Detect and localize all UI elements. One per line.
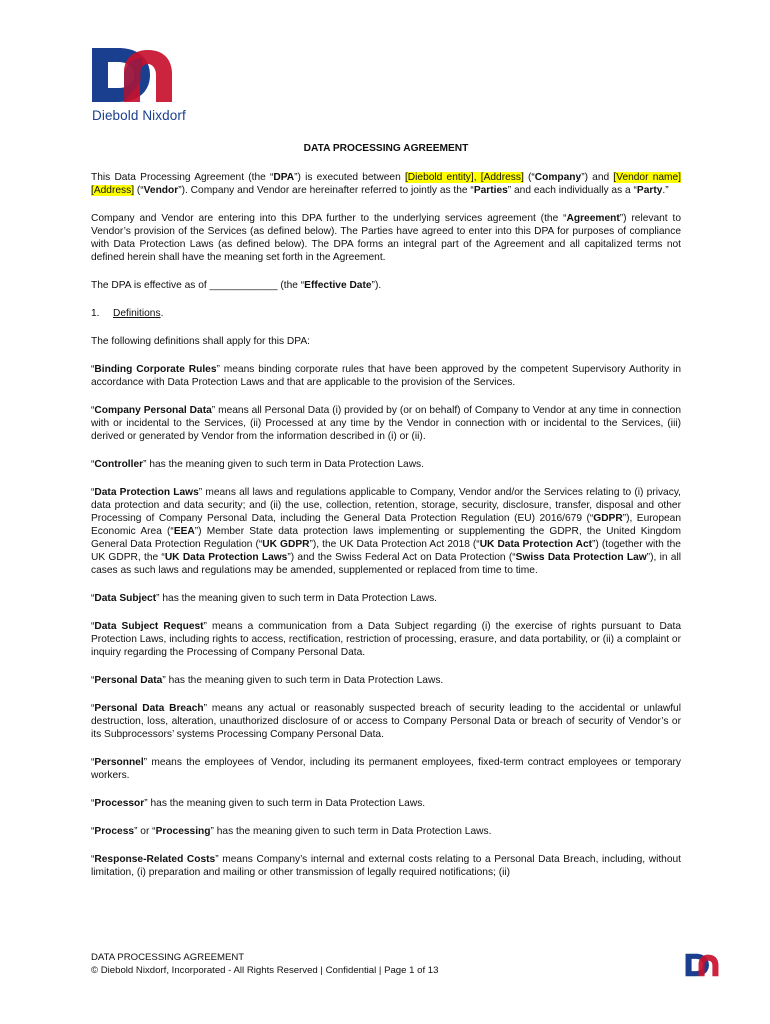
definition-text: has the meaning given to such term in Data Protection Laws. <box>146 459 424 470</box>
definition-text: ”) Member State data protection laws implementing or supplementing the GDPR, the United Kingdom General Data Protection Regulation (“ <box>91 526 681 550</box>
agreement-paragraph <box>91 212 681 264</box>
highlighted-placeholder: [Vendor name] [Address] <box>91 172 682 196</box>
defined-term: Personnel <box>94 757 144 768</box>
defined-term: GDPR <box>593 513 623 524</box>
definition-item: “Processor” has the meaning given to such term in Data Protection Laws. <box>91 798 426 809</box>
defined-term: UK Data Protection Laws <box>164 552 288 563</box>
definition-text: means binding corporate rules that have been approved by the competent Supervisory Authority in accordance with Data Protection Laws and that are applicable to the provision of the Services. <box>91 364 681 388</box>
text: .” <box>662 185 669 196</box>
defined-term: Effective Date <box>304 280 372 291</box>
text: ” and each individually as a “ <box>507 185 637 196</box>
defined-term: Response-Related Costs <box>94 854 216 865</box>
definition-text: ”) and the Swiss Federal Act on Data Protection (“ <box>287 552 516 563</box>
defined-term: EEA <box>173 526 195 537</box>
dn-small-logo-icon <box>681 952 723 978</box>
definition-item: “Personal Data Breach” means any actual or reasonably suspected breach of security leading to the accidental or unlawful destruction, loss, alteration, unauthorized disclosure of or access to Company Personal Data or breach of security of Vendor’s or its Subprocessors’ systems Processing Company Personal Data. <box>91 703 681 740</box>
definition-text: ”) (together with the UK GDPR, the “ <box>91 539 681 563</box>
defined-term: Processing <box>155 826 211 837</box>
definition-text: has the meaning given to such term in Data Protection Laws. <box>147 798 426 809</box>
blank-line: ____________ <box>209 280 278 291</box>
definition-item: “Data Subject Request” means a communication from a Data Subject regarding (i) the exercise of rights pursuant to Data Protection Laws, including rights to access, rectification, restriction of processing, erasure, and data portability, or (ii) a complaint or inquiry regarding the Processing of Company Personal Data. <box>91 621 681 658</box>
definition-text: has the meaning given to such term in Data Protection Laws. <box>159 593 438 604</box>
text: ”). <box>371 280 382 291</box>
definition-text: ”), in all cases as such laws and regulations may be amended, supplemented or replaced from time to time. <box>91 552 681 576</box>
defined-term: Controller <box>94 459 144 470</box>
defined-term: UK GDPR <box>262 539 310 550</box>
text: Company and Vendor are entering into this DPA further to the underlying services agreement (the “ <box>91 213 567 224</box>
defined-term: Parties <box>473 185 508 196</box>
section-heading <box>91 307 681 320</box>
defined-term: Party <box>636 185 663 196</box>
highlighted-placeholder: [Diebold entity], [Address] <box>404 172 524 183</box>
page-footer <box>91 951 438 977</box>
defined-term: UK Data Protection Act <box>479 539 593 550</box>
definition-text: has the meaning given to such term in Data Protection Laws. <box>165 675 444 686</box>
text: ”). Company and Vendor are hereinafter referred to jointly as the “ <box>178 185 474 196</box>
definition-item: “Personnel” means the employees of Vendor, including its permanent employees, fixed-term contract employees or temporary workers. <box>91 757 681 781</box>
definition-item: “Company Personal Data” means all Personal Data (i) provided by (or on behalf) of Company to Vendor at any time in connection with or incidental to the Services, (ii) Processed at any time by the Vendor in connection with or incidental to the Services, (iii) derived or generated by Vendor from the information described in (i) or (ii). <box>91 405 681 442</box>
definition-item: “Binding Corporate Rules” means binding corporate rules that have been approved by the competent Supervisory Authority in accordance with Data Protection Laws and that are applicable to the provision of the Services. <box>91 364 681 388</box>
definition-text: means any actual or reasonably suspected breach of security leading to the accidental or unlawful destruction, loss, alteration, unauthorized disclosure of or access to Company Personal Data or breach of security of Vendor’s or its Subprocessors’ systems Processing Company Personal Data. <box>91 703 681 740</box>
defined-term: Vendor <box>143 185 179 196</box>
definition-text: means the employees of Vendor, including its permanent employees, fixed-term contract employees or temporary workers. <box>91 757 681 781</box>
definition-item: “Response-Related Costs” means Company’s internal and external costs relating to a Personal Data Breach, including, without limitation, (i) preparation and mailing or other transmission of legally required notifications; (ii) <box>91 854 681 878</box>
definition-item: “Personal Data” has the meaning given to such term in Data Protection Laws. <box>91 675 444 686</box>
document-body <box>91 142 681 894</box>
text: ” or “ <box>134 826 156 837</box>
definition-text: has the meaning given to such term in Data Protection Laws. <box>213 826 492 837</box>
defined-term: Data Subject Request <box>94 621 204 632</box>
defined-term: Swiss Data Protection Law <box>515 552 647 563</box>
company-name: Diebold Nixdorf <box>92 108 186 123</box>
defined-term: Data Protection Laws <box>94 487 199 498</box>
text: (“ <box>523 172 535 183</box>
definition-text: ”), European Economic Area (“ <box>91 513 681 537</box>
defined-term: Personal Data Breach <box>94 703 204 714</box>
footer-logo-icon <box>681 952 723 978</box>
defined-term: Binding Corporate Rules <box>94 364 217 375</box>
text: ”) relevant to Vendor’s provision of the Services (as defined below). The Parties have agreed to enter into this DPA for purposes of compliance with Data Protection Laws (as defined below). The DPA forms an integral part of the Agreement and all capitalized terms not defined herein shall have the meaning set forth in the Agreement. <box>91 213 681 263</box>
definition-text: means all laws and regulations applicable to Company, Vendor and/or the Services relating to (i) privacy, data protection and data security; and (ii) the use, collection, retention, storage, security, disclosure, transfer, disposal and other Processing of Company Personal Data, including the General Data Protection Regulation (EU) 2016/679 (“ <box>91 487 681 524</box>
defined-term: Process <box>94 826 135 837</box>
definition-item: “Controller” has the meaning given to such term in Data Protection Laws. <box>91 459 424 470</box>
section-number: 1. <box>91 308 100 319</box>
text: (the “ <box>277 280 305 291</box>
defined-term: Company Personal Data <box>94 405 212 416</box>
definition-item: “Data Protection Laws” means all laws and regulations applicable to Company, Vendor and/or the Services relating to (i) privacy, data protection and data security; and (ii) the use, collection, retention, storage, security, disclosure, transfer, disposal and other Processing of Company Personal Data, including the General Data Protection Regulation (EU) 2016/679 (“GDPR”), European Economic Area (“EEA”) Member State data protection laws implementing or supplementing the GDPR, the United Kingdom General Data Protection Regulation (“UK GDPR”), the UK Data Protection Act 2018 (“UK Data Protection Act”) (together with the UK GDPR, the “UK Data Protection Laws”) and the Swiss Federal Act on Data Protection (“Swiss Data Protection Law”), in all cases as such laws and regulations may be amended, supplemented or replaced from time to time. <box>91 487 681 576</box>
effective-date-paragraph <box>91 279 681 292</box>
defined-term: Company <box>534 172 582 183</box>
document-title: DATA PROCESSING AGREEMENT <box>303 143 469 154</box>
footer-title: DATA PROCESSING AGREEMENT <box>91 952 245 963</box>
text: ”) is executed between <box>294 172 405 183</box>
footer-copyright: © Diebold Nixdorf, Incorporated - All Rights Reserved | Confidential | Page 1 of 13 <box>91 965 439 976</box>
defined-term: Processor <box>94 798 145 809</box>
defined-term: Personal Data <box>94 675 163 686</box>
company-logo <box>88 44 198 130</box>
text: This Data Processing Agreement (the “ <box>91 172 274 183</box>
text: . <box>160 308 164 319</box>
defined-term: Agreement <box>566 213 620 224</box>
defined-term: Data Subject <box>94 593 157 604</box>
definition-text: ”), the UK Data Protection Act 2018 (“ <box>309 539 480 550</box>
definition-item: “Process” or “Processing” has the meaning given to such term in Data Protection Laws. <box>91 826 492 837</box>
definitions-intro: The following definitions shall apply for this DPA: <box>91 336 310 347</box>
intro-paragraph <box>91 171 681 197</box>
section-title: Definitions <box>113 308 161 319</box>
text: The DPA is effective as of <box>91 280 210 291</box>
definition-text: means a communication from a Data Subject regarding (i) the exercise of rights pursuant to Data Protection Laws, including rights to access, rectification, restriction of processing, erasure, and data portability, or (ii) a complaint or inquiry regarding the Processing of Company Personal Data. <box>91 621 681 658</box>
dn-logo-icon <box>88 44 198 106</box>
definition-text: means all Personal Data (i) provided by (or on behalf) of Company to Vendor at any time in connection with or incidental to the Services, (ii) Processed at any time by the Vendor in connection with or incidental to the Services, (iii) derived or generated by Vendor from the information described in (i) or (ii). <box>91 405 681 442</box>
definition-text: means Company’s internal and external costs relating to a Personal Data Breach, including, without limitation, (i) preparation and mailing or other transmission of legally required notifications; (ii) <box>91 854 681 878</box>
definition-item: “Data Subject” has the meaning given to such term in Data Protection Laws. <box>91 593 438 604</box>
defined-term: DPA <box>273 172 295 183</box>
text: ”) and <box>581 172 614 183</box>
text: (“ <box>134 185 144 196</box>
